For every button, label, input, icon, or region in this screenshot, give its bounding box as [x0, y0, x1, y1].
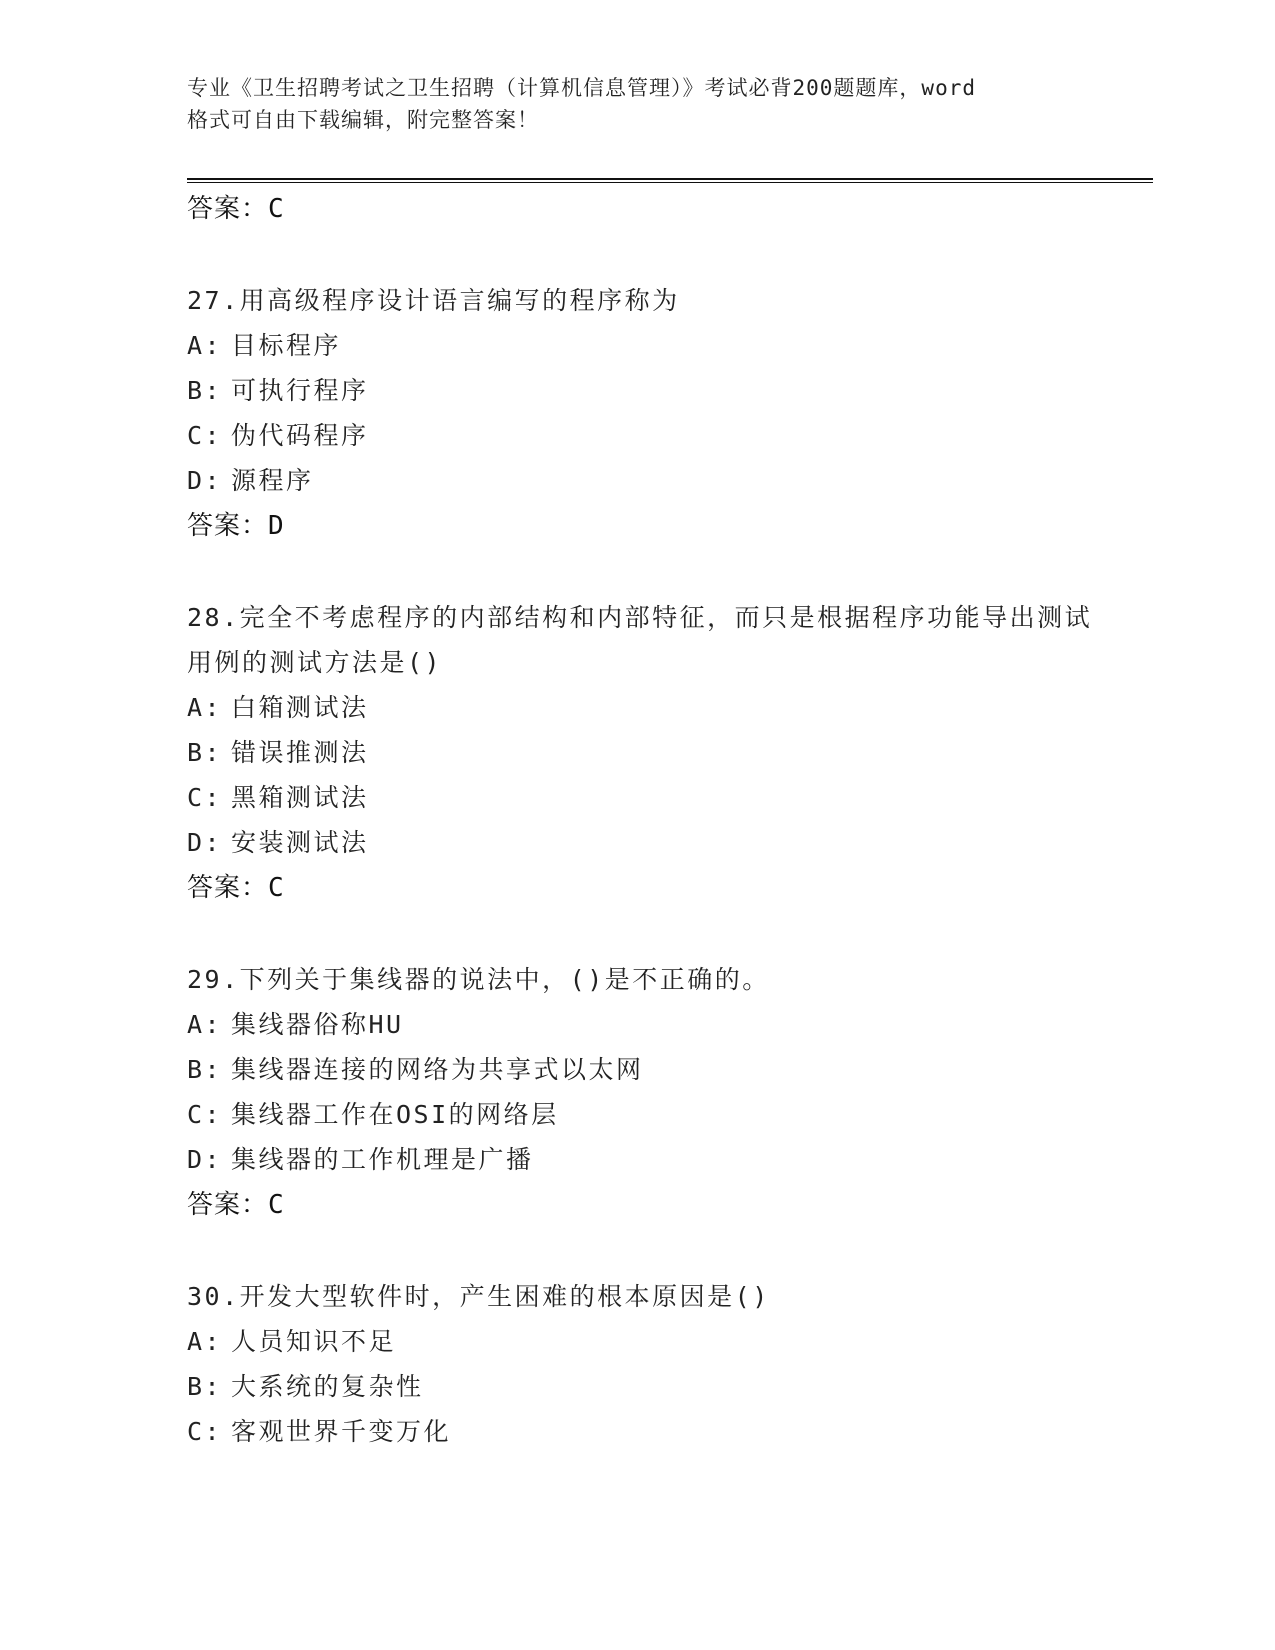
option-a: A: 人员知识不足 — [187, 1327, 397, 1356]
header-rule — [187, 178, 1153, 183]
option-a: A: 集线器俗称HU — [187, 1010, 404, 1039]
option-b: B: 集线器连接的网络为共享式以太网 — [187, 1055, 644, 1084]
document-header — [187, 72, 1107, 136]
question-text: 30.开发大型软件时，产生困难的根本原因是() — [187, 1282, 770, 1311]
option-b: B: 大系统的复杂性 — [187, 1372, 424, 1401]
question-text: 28.完全不考虑程序的内部结构和内部特征，而只是根据程序功能导出测试用例的测试方法是() — [187, 603, 1093, 677]
answer: 答案：D — [187, 511, 285, 541]
option-c: C: 伪代码程序 — [187, 421, 369, 450]
question-list — [187, 186, 1117, 1500]
answer: 答案：C — [187, 873, 285, 903]
header-line-1: 专业《卫生招聘考试之卫生招聘（计算机信息管理）》考试必背200题题库，word — [187, 76, 976, 100]
option-d: D: 源程序 — [187, 466, 314, 495]
option-c: C: 黑箱测试法 — [187, 783, 369, 812]
question-27 — [187, 278, 1117, 549]
option-d: D: 集线器的工作机理是广播 — [187, 1145, 534, 1174]
question-text: 29.下列关于集线器的说法中，()是不正确的。 — [187, 965, 770, 994]
question-28 — [187, 595, 1117, 911]
question-30 — [187, 1274, 1117, 1454]
header-line-2: 格式可自由下载编辑，附完整答案！ — [187, 108, 539, 132]
option-b: B: 错误推测法 — [187, 738, 369, 767]
previous-answer — [187, 186, 1117, 232]
option-b: B: 可执行程序 — [187, 376, 369, 405]
answer-label: 答案： — [187, 194, 269, 224]
option-c: C: 客观世界千变万化 — [187, 1417, 452, 1446]
answer: 答案：C — [187, 1190, 285, 1220]
question-29 — [187, 957, 1117, 1228]
option-c: C: 集线器工作在OSI的网络层 — [187, 1100, 559, 1129]
option-a: A: 目标程序 — [187, 331, 342, 360]
option-a: A: 白箱测试法 — [187, 693, 369, 722]
option-d: D: 安装测试法 — [187, 828, 369, 857]
question-text: 27.用高级程序设计语言编写的程序称为 — [187, 286, 680, 315]
answer-value: C — [268, 194, 285, 224]
